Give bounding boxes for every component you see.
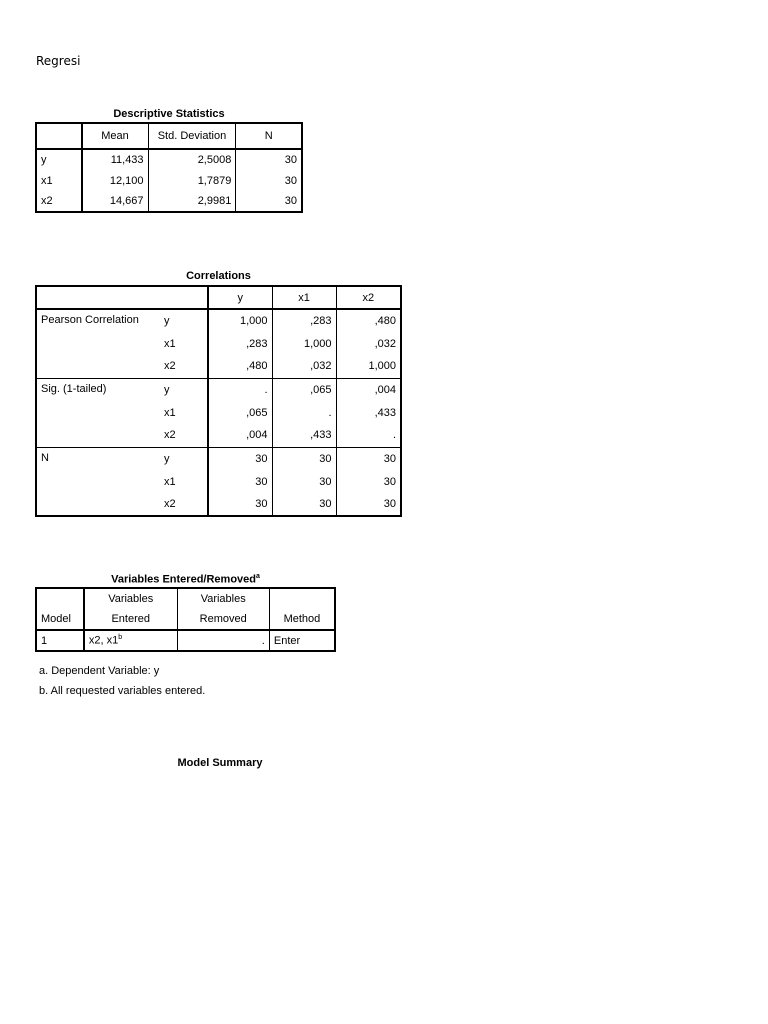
column-header: y: [208, 286, 272, 309]
n-cell: 30: [284, 174, 297, 187]
entered-value: x2, x1: [88, 634, 119, 647]
value-cell: 30: [208, 493, 272, 516]
value-cell: 30: [383, 498, 396, 510]
variables-entered-table: [35, 587, 336, 652]
table-header-row: [36, 609, 335, 630]
value-cell: 30: [208, 447, 272, 470]
table-row: [36, 378, 401, 401]
n-cell: 30: [284, 154, 297, 166]
variables-entered-title: [35, 573, 336, 586]
row-label: x2: [36, 191, 82, 212]
empty-cell: [269, 588, 335, 609]
sd-cell: 1,7879: [148, 170, 236, 191]
value-cell: ,004: [208, 424, 272, 447]
variable-label: x1: [160, 401, 208, 424]
variable-label: x1: [160, 332, 208, 355]
page-heading: Regresi: [36, 54, 81, 68]
column-header: Variables: [84, 588, 177, 609]
column-header: Method: [269, 609, 335, 630]
value-cell: 30: [272, 470, 336, 493]
group-label: Sig. (1-tailed): [41, 382, 107, 395]
row-label: y: [36, 149, 82, 170]
value-cell: .: [208, 378, 272, 401]
value-cell: ,480: [374, 315, 396, 327]
corner-cell: [36, 286, 208, 309]
group-label: N: [41, 451, 49, 464]
value-cell: 30: [383, 452, 396, 465]
variable-label: y: [160, 378, 208, 401]
group-label: Pearson Correlation: [41, 314, 139, 326]
column-header: Variables: [177, 588, 269, 609]
n-cell: 30: [284, 195, 297, 207]
variable-label: x2: [160, 493, 208, 516]
variable-label: x2: [160, 424, 208, 447]
value-cell: ,283: [272, 309, 336, 332]
variables-entered-title-text: Variables Entered/Removed: [111, 573, 256, 586]
empty-cell: [36, 588, 84, 609]
value-cell: 1,000: [208, 309, 272, 332]
table-header-row: [36, 123, 302, 149]
value-cell: 1,000: [272, 332, 336, 355]
sd-cell: 2,9981: [148, 191, 236, 212]
entered-cell: [84, 630, 177, 651]
value-cell: 1,000: [368, 360, 396, 373]
corner-cell: [36, 123, 82, 149]
column-header: x1: [272, 286, 336, 309]
correlations-title: Correlations: [186, 270, 251, 282]
sd-cell: 2,5008: [148, 149, 236, 170]
value-cell: ,433: [374, 406, 396, 419]
model-summary-title: Model Summary: [177, 757, 263, 769]
footnote-marker: b: [118, 634, 123, 642]
footnote-marker: a: [256, 573, 260, 580]
mean-cell: 11,433: [82, 149, 149, 170]
value-cell: 30: [272, 493, 336, 516]
method-cell: Enter: [273, 634, 301, 647]
value-cell: ,433: [272, 424, 336, 447]
column-header: Mean: [82, 123, 149, 149]
column-header: Std. Deviation: [148, 123, 236, 149]
value-cell: .: [272, 401, 336, 424]
table-row: [36, 309, 401, 332]
footnote-a: a. Dependent Variable: y: [39, 665, 160, 677]
mean-cell: 12,100: [82, 170, 149, 191]
value-cell: 30: [383, 475, 396, 488]
mean-cell: 14,667: [82, 191, 149, 212]
table-row: [36, 447, 401, 470]
correlations-table: [35, 285, 402, 517]
column-header: N: [236, 123, 302, 149]
descriptive-statistics-title: Descriptive Statistics: [113, 108, 225, 120]
variable-label: y: [160, 447, 208, 470]
removed-cell: .: [177, 630, 269, 651]
descriptive-statistics-table: [35, 122, 303, 213]
value-cell: ,004: [374, 383, 396, 396]
table-row: [36, 149, 302, 170]
table-header-row: [36, 588, 335, 609]
table-header-row: [36, 286, 401, 309]
value-cell: ,065: [272, 378, 336, 401]
table-row: [36, 191, 302, 212]
footnote-b: b. All requested variables entered.: [39, 685, 206, 697]
column-header: Removed: [177, 609, 269, 630]
model-cell: 1: [36, 630, 84, 651]
value-cell: 30: [272, 447, 336, 470]
table-row: [36, 170, 302, 191]
variable-label: x1: [160, 470, 208, 493]
column-header: Entered: [84, 609, 177, 630]
value-cell: 30: [208, 470, 272, 493]
column-header: Model: [36, 609, 84, 630]
row-label: x1: [36, 170, 82, 191]
value-cell: ,065: [208, 401, 272, 424]
value-cell: ,032: [374, 337, 396, 350]
variable-label: y: [160, 309, 208, 332]
value-cell: .: [392, 429, 396, 442]
variable-label: x2: [160, 355, 208, 378]
value-cell: ,032: [272, 355, 336, 378]
table-row: [36, 630, 335, 651]
value-cell: ,283: [208, 332, 272, 355]
value-cell: ,480: [208, 355, 272, 378]
column-header: x2: [336, 286, 401, 309]
